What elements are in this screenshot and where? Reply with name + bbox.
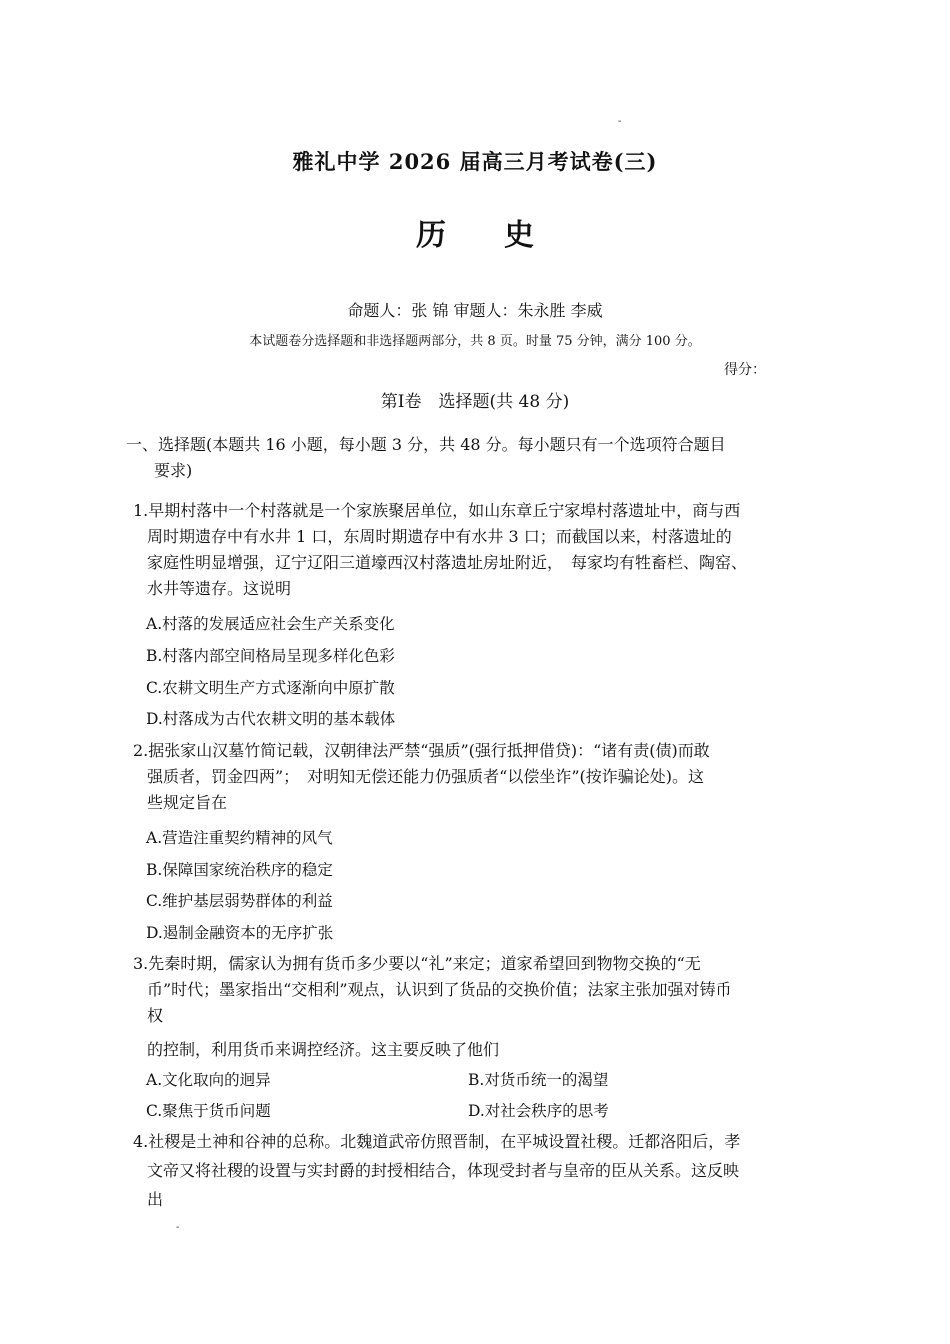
question-3-stem xyxy=(133,951,833,1063)
score-label: 得分： xyxy=(724,362,766,378)
section-title: 第Ⅰ卷 选择题(共 48 分) xyxy=(380,392,570,412)
question-2-stem xyxy=(133,738,833,816)
question-2-option-c[interactable]: C.维护基层弱势群体的利益 xyxy=(146,892,333,910)
part-heading-line: 要求) xyxy=(154,461,193,480)
exam-title: 雅礼中学 2026 届高三月考试卷(三) xyxy=(292,149,658,174)
question-3-option-b[interactable]: B.对货币统一的渴望 xyxy=(468,1071,609,1089)
stem-line: 出 xyxy=(147,1190,164,1209)
question-3-option-c[interactable]: C.聚焦于货币问题 xyxy=(146,1102,271,1120)
question-2-option-d[interactable]: D.遏制金融资本的无序扩张 xyxy=(146,924,334,942)
question-1-option-c[interactable]: C.农耕文明生产方式逐渐向中原扩散 xyxy=(146,679,395,697)
stem-line: 的控制，利用货币来调控经济。这主要反映了他们 xyxy=(147,1040,500,1059)
stem-line: 2.据张家山汉墓竹简记载，汉朝律法严禁“强质”(强行抵押借贷)：“诸有责(债)而敢 xyxy=(133,741,710,760)
part-heading-line: 一、选择题(本题共 16 小题，每小题 3 分，共 48 分。每小题只有一个选项符合题目 xyxy=(126,435,726,454)
subject-title: 历史 xyxy=(416,218,592,253)
bottom-page-mark: - xyxy=(176,1222,180,1233)
top-page-mark: - xyxy=(618,116,622,127)
stem-line: 些规定旨在 xyxy=(147,793,228,812)
stem-line: 权 xyxy=(147,1006,164,1025)
authors-line: 命题人：张 锦 审题人：朱永胜 李威 xyxy=(347,301,603,320)
stem-line: 文帝又将社稷的设置与实封爵的封授相结合，体现受封者与皇帝的臣从关系。这反映 xyxy=(147,1161,740,1180)
stem-line: 1.早期村落中一个村落就是一个家族聚居单位，如山东章丘宁家埠村落遗址中，商与西 xyxy=(133,501,741,520)
question-1-option-a[interactable]: A.村落的发展适应社会生产关系变化 xyxy=(146,615,395,633)
stem-line: 强质者，罚金四两”； 对明知无偿还能力仍强质者“以偿坐诈”(按诈骗论处)。这 xyxy=(147,767,705,786)
question-1-option-d[interactable]: D.村落成为古代农耕文明的基本载体 xyxy=(146,710,396,728)
part-one-heading xyxy=(126,432,836,484)
question-3-option-a[interactable]: A.文化取向的迥异 xyxy=(146,1071,271,1089)
stem-line: 3.先秦时期，儒家认为拥有货币多少要以“礼”来定；道家希望回到物物交换的“无 xyxy=(133,954,701,973)
exam-instructions: 本试题卷分选择题和非选择题两部分，共 8 页。时量 75 分钟，满分 100 分。 xyxy=(249,334,701,349)
question-4-stem xyxy=(133,1129,833,1213)
question-1-stem xyxy=(133,498,833,602)
stem-line: 币”时代；墨家指出“交相利”观点，认识到了货品的交换价值；法家主张加强对铸币 xyxy=(147,980,732,999)
stem-line: 水井等遗存。这说明 xyxy=(147,579,292,598)
question-2-option-a[interactable]: A.营造注重契约精神的风气 xyxy=(146,829,333,847)
stem-line: 4.社稷是土神和谷神的总称。北魏道武帝仿照晋制，在平城设置社稷。迁都洛阳后，孝 xyxy=(133,1132,741,1151)
question-1-option-b[interactable]: B.村落内部空间格局呈现多样化色彩 xyxy=(146,647,395,665)
question-3-option-d[interactable]: D.对社会秩序的思考 xyxy=(468,1102,609,1120)
question-2-option-b[interactable]: B.保障国家统治秩序的稳定 xyxy=(146,861,333,879)
stem-line: 周时期遗存中有水井 1 口，东周时期遗存中有水井 3 口；而截国以来，村落遗址的 xyxy=(147,527,732,546)
stem-line: 家庭性明显增强，辽宁辽阳三道壕西汉村落遗址房址附近， 每家均有牲畜栏、陶窑、 xyxy=(147,553,748,572)
